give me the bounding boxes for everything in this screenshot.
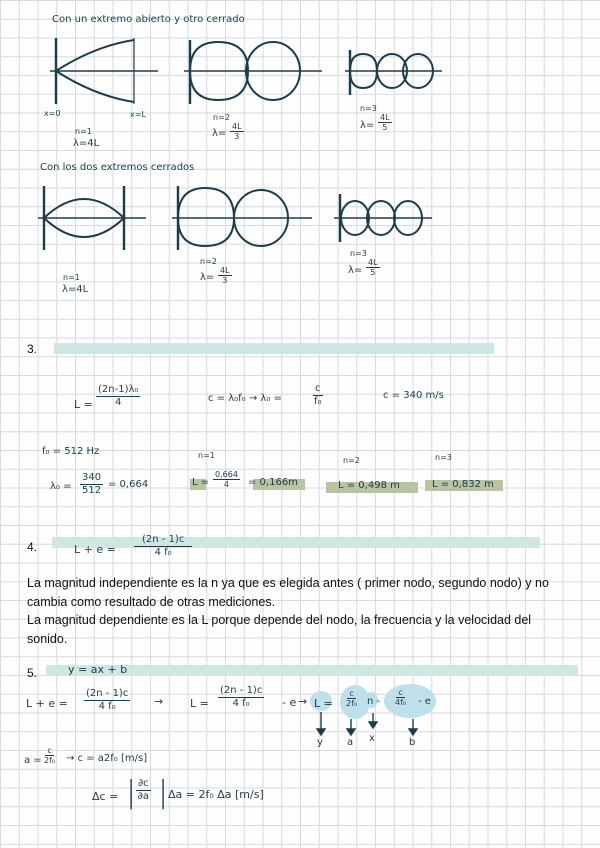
label-lambda1: λ=4L <box>73 138 100 149</box>
q3-lambda-lhs: λ₀ = <box>50 481 72 492</box>
q3-c-frac: $\frac{c}{\text{f₀}}$ <box>313 383 322 407</box>
q5-lhs: L + e = <box>26 697 68 710</box>
q5-arrow-2: → <box>298 695 308 708</box>
s2-label-n3: n=3 <box>350 249 367 258</box>
q3-L2: L = 0,498 m <box>338 480 400 491</box>
q3-n2-label: n=2 <box>343 456 360 465</box>
s2-label-n2: n=2 <box>200 257 217 266</box>
q3-c-value: c = 340 m/s <box>383 390 444 401</box>
q4-paragraph-2: La magnitud dependiente es la L porque depende del nodo, la frecuencia y la velocidad del sonido. <box>27 613 532 646</box>
label-n2: n=2 <box>213 113 230 122</box>
q4-number: 4. <box>27 540 38 554</box>
q5-mid-lhs: L = <box>190 697 209 710</box>
q3-L1-lhs: L = <box>192 477 210 488</box>
q3-L1-frac: $\frac{0,664}{4}$ <box>215 470 238 490</box>
s2-label-lambda1: λ=4L <box>62 284 89 295</box>
s2-label-lambda3-left: λ= <box>348 265 363 276</box>
q5-dc-rest: Δa = 2f₀ Δa [m/s] <box>168 788 264 801</box>
q5-abs-right: | <box>158 775 169 810</box>
q3-lambda-frac: $\frac{340}{512}$ <box>82 472 102 496</box>
q3-L-lhs: L = <box>74 398 93 411</box>
q5-map-x: x <box>369 733 375 744</box>
label-xL: x=L <box>130 110 146 119</box>
q5-rhs-frac2: $\frac{c}{\text{4f₀}}$ <box>395 688 407 708</box>
section2-heading: Con los dos extremos cerrados <box>40 162 195 173</box>
label-n3: n=3 <box>360 104 377 113</box>
q4-paragraph-1: La magnitud independiente es la n ya que es elegida antes ( primer nodo, segundo nodo) y no cambia como resultado de otras mediciones. <box>27 576 549 609</box>
q5-rhs-n: n - <box>367 696 381 707</box>
q3-n3-label: n=3 <box>435 453 452 462</box>
q5-rhs-e: - e <box>418 696 431 707</box>
q5-map-b: b <box>409 737 416 748</box>
s2-label-lambda3-frac: $\frac{4L}{5}$ <box>368 258 378 278</box>
q5-number: 5. <box>27 666 38 680</box>
q3-lambda-value: = 0,664 <box>108 479 149 490</box>
q5-rhs-L: L = <box>314 697 333 710</box>
label-x0: x=0 <box>44 109 61 118</box>
q5-map-a: a <box>347 737 354 748</box>
q5-a-frac: $\frac{c}{\text{2f₀}}$ <box>44 746 56 766</box>
q4-frac: $\frac{(2n - 1)c}{\text{4 f₀}}$ <box>134 534 192 558</box>
q5-map-y: y <box>317 737 323 748</box>
q3-c-eq: c = λ₀f₀ → λ₀ = <box>208 393 282 404</box>
q3-number: 3. <box>27 342 38 356</box>
q3-L1-value: = 0,166m <box>248 477 298 488</box>
q5-arrow: → <box>154 695 164 708</box>
q5-frac2: $\frac{(2n - 1)c}{\text{4 f₀}}$ <box>220 685 263 709</box>
q5-rhs-frac1: $\frac{c}{\text{2f₀}}$ <box>346 689 358 709</box>
q5-mid-tail: - e <box>282 696 297 709</box>
label-lambda3-frac: $\frac{4L}{5}$ <box>380 113 390 133</box>
q5-linear: y = ax + b <box>68 663 128 676</box>
label-lambda2-left: λ= <box>212 128 227 139</box>
q3-n1-label: n=1 <box>198 451 215 460</box>
s2-label-n1: n=1 <box>63 273 80 282</box>
q5-a-rest: → c = a2f₀ [m/s] <box>66 753 148 764</box>
q5-dc-lhs: Δc = <box>92 790 119 803</box>
q5-frac1: $\frac{(2n - 1)c}{\text{4 f₀}}$ <box>86 688 129 712</box>
q4-lhs: L + e = <box>74 543 116 556</box>
label-lambda3-left: λ= <box>360 120 375 131</box>
q3-f0: f₀ = 512 Hz <box>42 446 100 457</box>
s2-label-lambda2-left: λ= <box>200 272 215 283</box>
q3-L3: L = 0,832 m <box>432 479 494 490</box>
q5-abs-left: | <box>126 775 137 810</box>
section1-heading: Con un extremo abierto y otro cerrado <box>52 14 245 25</box>
q5-a-lhs: a = <box>24 755 42 766</box>
label-lambda2-frac: $\frac{4L}{3}$ <box>232 122 242 142</box>
s2-label-lambda2-frac: $\frac{4L}{3}$ <box>220 266 230 286</box>
label-n1: n=1 <box>75 127 92 136</box>
q5-dc-partial: $\frac{\partial c}{\partial a}$ <box>137 778 149 802</box>
q3-L-frac: $\frac{\text{(2n-1)λ₀}}{4}$ <box>98 384 139 408</box>
